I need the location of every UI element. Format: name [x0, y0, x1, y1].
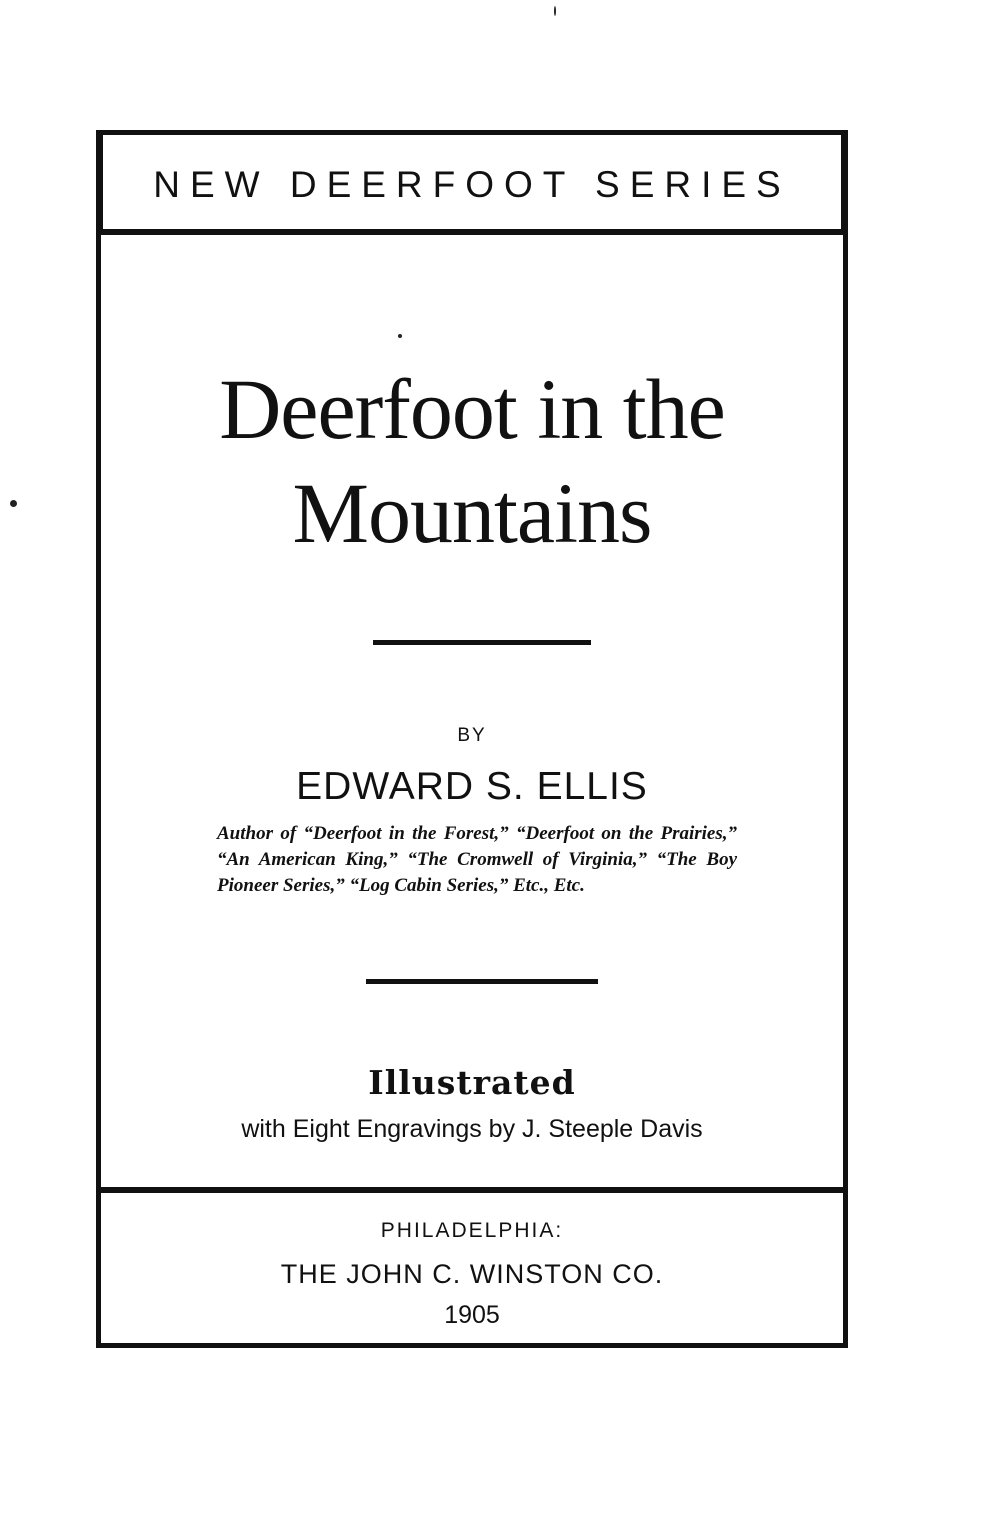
author-credits: Author of “Deerfoot in the Forest,” “Deerfoot on the Prairies,” “An American King,” “The Cromwell of Virginia,” “The Boy Pioneer Series,” “Log Cabin Series,” Etc., Etc.: [217, 823, 737, 896]
series-name: NEW DEERFOOT SERIES: [153, 164, 791, 205]
by-label: BY: [457, 725, 487, 746]
book-title-line-1: Deerfoot in the: [219, 361, 725, 457]
divider-rule: [366, 979, 598, 984]
scan-speck: [10, 500, 17, 507]
publication-city: PHILADELPHIA:: [380, 1219, 564, 1242]
author-name: EDWARD S. ELLIS: [296, 765, 648, 808]
book-title-line-2: Mountains: [292, 465, 652, 561]
illustrated-label: Illustrated: [368, 1063, 576, 1102]
imprint: [101, 1187, 843, 1348]
title-page-frame: [96, 130, 848, 1348]
book-title: [101, 357, 843, 565]
publication-year: 1905: [444, 1301, 500, 1329]
publisher-name: THE JOHN C. WINSTON CO.: [280, 1259, 664, 1289]
series-header: [101, 135, 843, 235]
scan-speck: [554, 6, 556, 16]
divider-rule: [373, 640, 591, 645]
engravings-note: with Eight Engravings by J. Steeple Davis: [241, 1115, 703, 1143]
